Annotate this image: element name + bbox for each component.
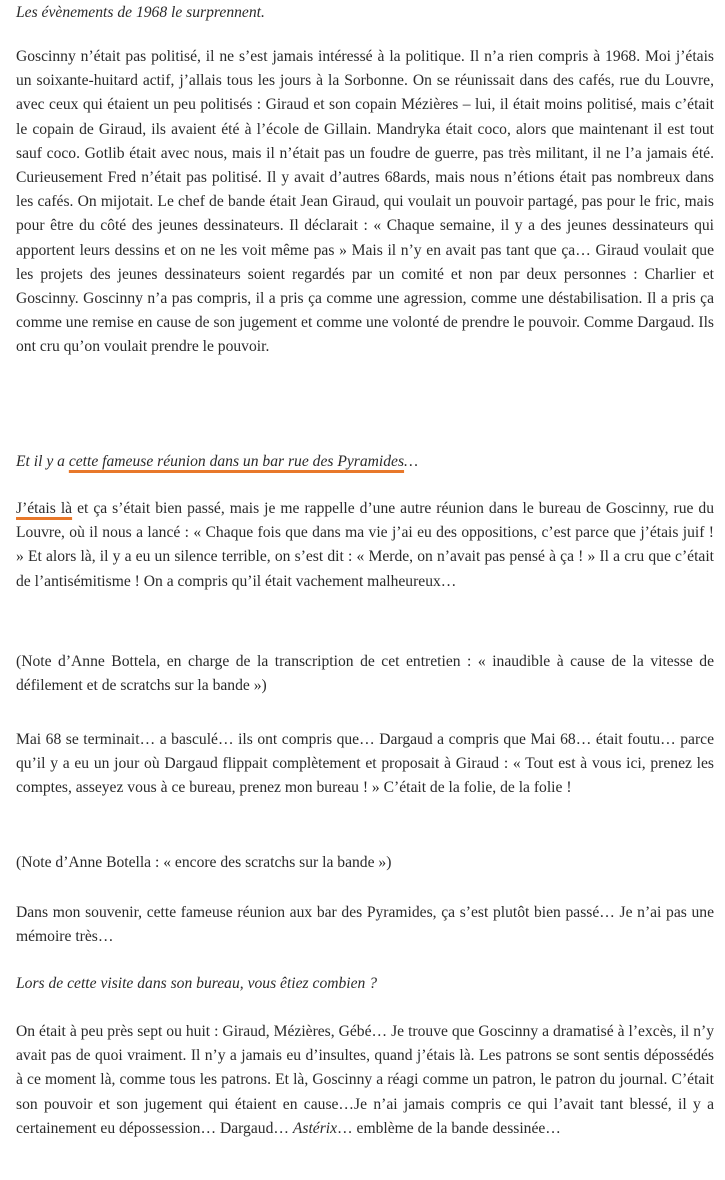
highlight-etais-la: J’étais là <box>16 500 73 517</box>
answer-1: Goscinny n’était pas politisé, il ne s’est jamais intéressé à la politique. Il n’a rien compris à 1968. Moi j’étais un soixante-huitard actif, j’allais tous les jours à la Sorbonne. On se réunissait dans des cafés, rue du Louvre, avec ceux qui étaient un peu politisés : Giraud et son copain Mézières – lui, il était moins politisé, mais c’était le copain de Giraud, ils avaient été à l’école de Gillain. Mandryka était coco, alors que maintenant il est tout sauf coco. Gotlib était avec nous, mais il n’était pas un foudre de guerre, pas très militant, il ne l’a jamais été. Curieusement Fred n’était pas politisé. Il y avait d’autres 68ards, mais nous n’étions était pas nombreux dans les cafés. On mijotait. Le chef de bande était Jean Giraud, qui voulait un pouvoir partagé, pas pour le fric, mais pour être du côté des jeunes dessinateurs. Il déclarait : « Chaque semaine, il y a des jeunes dessinateurs qui apportent leurs dessins et on ne les voit même pas » Mais il n’y en avait pas tant que ça… Giraud voulait que les projets des jeunes dessinateurs soient regardés par un comité et non par deux personnes : Charlier et Goscinny. Goscinny n’a pas compris, il a pris ça comme une agression, comme une déstabilisation. Il a pris ça comme une remise en cause de son jugement et comme une volonté de prendre le pouvoir. Comme Dargaud. Ils ont cru qu’on voulait prendre le pouvoir. <box>16 48 714 356</box>
answer-4: Dans mon souvenir, cette fameuse réunion aux bar des Pyramides, ça s’est plutôt bien passé… Je n’ai pas une mémoire très… <box>16 904 714 946</box>
answer-2-rest: et ça s’était bien passé, mais je me rappelle d’une autre réunion dans le bureau de Goscinny, rue du Louvre, où il nous a lancé : « Chaque fois que dans ma vie j’ai eu des oppositions, c’est parce que j’étais juif ! » Et alors là, il y a eu un silence terrible, on s’est dit : « Merde, on n’avait pas pensé à ça ! » Il a cru que c’était de l’antisémitisme ! On a compris qu’il était vachement malheureux… <box>16 500 714 590</box>
answer-5-end: … emblème de la bande dessinée… <box>337 1119 561 1137</box>
question-2-suffix: … <box>404 453 418 470</box>
answer-3: Mai 68 se terminait… a basculé… ils ont compris que… Dargaud a compris que Mai 68… était foutu… parce qu’il y a eu un jour où Dargaud flippait complètement et proposait à Giraud : « Tout est à vous ici, prenez les comptes, asseyez vous à ce bureau, prenez mon bureau ! » C’était de la folie, de la folie ! <box>16 731 714 797</box>
question-3: Lors de cette visite dans son bureau, vous êtiez combien ? <box>16 975 378 992</box>
highlight-pyramides: cette fameuse réunion dans un bar rue des Pyramides <box>68 453 405 470</box>
answer-5 <box>16 1020 714 1141</box>
question-2 <box>16 450 714 474</box>
answer-5-main: On était à peu près sept ou huit : Giraud, Mézières, Gébé… Je trouve que Goscinny a dramatisé à l’excès, il n’y avait pas de quoi vraiment. Il n’y a jamais eu d’insultes, quand j’étais là. Les patrons se sont sentis dépossédés à ce moment là, comme tous les patrons. Et là, Goscinny a réagi comme un patron, le patron du journal. C’était son pouvoir et son jugement qui étaient en cause…Je n’ai jamais compris ce qui l’avait tant blessé, il y a certainement eu dépossession… Dargaud… <box>16 1023 714 1137</box>
question-2-prefix: Et il y a <box>16 453 69 470</box>
answer-2 <box>16 497 714 594</box>
note-transcription-2: (Note d’Anne Botella : « encore des scratchs sur la bande ») <box>16 854 392 871</box>
asterix-title: Astérix <box>292 1119 338 1137</box>
question-1: Les évènements de 1968 le surprennent. <box>16 4 265 21</box>
note-transcription-1: (Note d’Anne Bottela, en charge de la transcription de cet entretien : « inaudible à cause de la vitesse de défilement et de scratchs sur la bande ») <box>16 653 714 695</box>
